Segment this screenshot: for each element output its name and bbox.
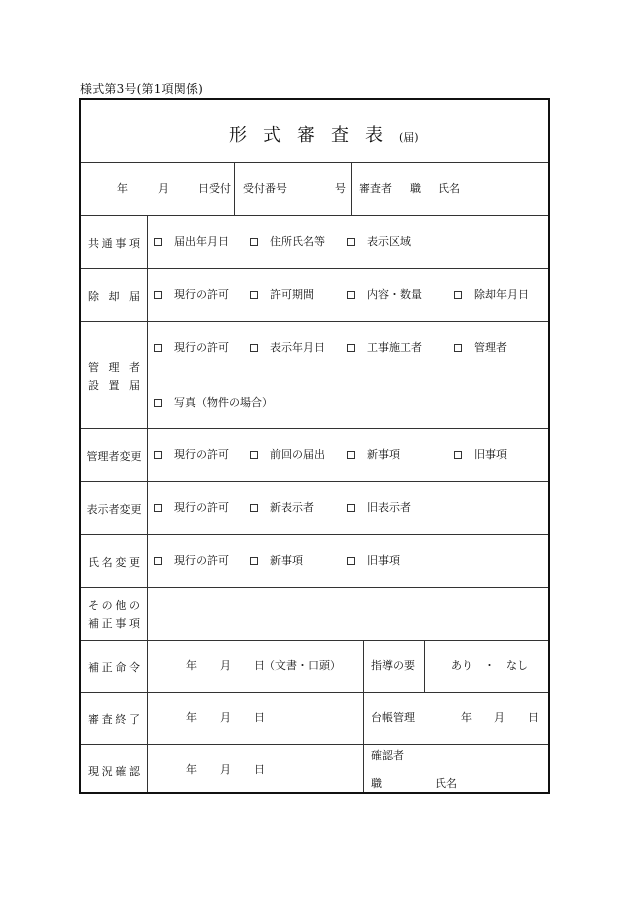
row-divider [81,428,548,429]
site-check-month: 月 [220,763,231,776]
ledger-day: 日 [528,711,539,724]
checkbox-current-permit[interactable] [154,504,162,512]
checkbox-manager[interactable] [454,344,462,352]
ledger-month: 月 [494,711,505,724]
row-label-correction [81,659,147,675]
column-divider [424,640,425,692]
checkbox-contractor[interactable] [347,344,355,352]
checkbox-current-permit[interactable] [154,291,162,299]
item-content-quantity: 内容・数量 [367,288,422,301]
row-label-removal [81,288,147,304]
label-char: 正 [101,617,113,630]
label-char: 除 [88,290,99,303]
item-address-name: 住所氏名等 [270,235,325,248]
column-divider [234,162,235,215]
row-label-other-line2 [81,615,147,631]
form-title [229,121,419,147]
label-char: 補 [88,617,99,630]
label-char: 理 [108,361,120,374]
review-end-month: 月 [220,711,231,724]
label-justify [88,288,140,304]
row-label-manager-change [81,448,147,464]
row-divider [81,215,548,216]
checkbox-photo[interactable] [154,399,162,407]
label-justify [88,554,140,570]
label-char: 更 [128,556,140,569]
label-char: 変 [115,556,127,569]
site-check-day: 日 [254,763,265,776]
row-divider [81,640,548,641]
label-justify [88,359,140,375]
label-char: 事 [115,617,127,630]
label-char: の [128,599,140,612]
row-label-review-end [81,711,147,727]
label-char: 事 [115,237,127,250]
checkbox-display-area[interactable] [347,238,355,246]
label-char: 届 [129,290,140,303]
item-previous-notice: 前回の届出 [270,448,325,461]
checkbox-new-items[interactable] [250,557,258,565]
site-check-year: 年 [186,763,197,776]
row-label-site-check [81,763,147,779]
checkbox-removal-date[interactable] [454,291,462,299]
confirmer-label: 確認者 [371,749,404,762]
item-new-items: 新事項 [270,554,303,567]
checkbox-display-date[interactable] [250,344,258,352]
label-justify [88,711,140,727]
confirmer-name: 氏名 [435,777,457,790]
label-justify [88,763,140,779]
reception-day-received: 日受付 [198,182,231,195]
item-new-displayer: 新表示者 [270,501,314,514]
row-divider [81,534,548,535]
label-justify [88,235,140,251]
label-char: 設 [88,379,99,392]
item-permit-period: 許可期間 [270,288,314,301]
checkbox-submission-date[interactable] [154,238,162,246]
review-form-table [79,98,550,794]
item-old-displayer: 旧表示者 [367,501,411,514]
reception-year: 年 [117,182,128,195]
row-label-name-change [81,554,147,570]
row-divider [81,587,548,588]
form-title-main: 形式審査表 [229,125,399,146]
examiner-name: 氏名 [438,182,460,195]
column-divider [363,640,364,792]
row-label-common [81,235,147,251]
checkbox-new-displayer[interactable] [250,504,258,512]
item-current-permit: 現行の許可 [174,448,229,461]
row-label-other [81,597,147,613]
form-number-label: 様式第3号(第1項関係) [80,82,204,96]
correction-month: 月 [220,659,231,672]
checkbox-old-items[interactable] [347,557,355,565]
guidance-label: 指導の要 [371,659,415,672]
label-char: 審 [88,713,99,726]
label-char: 命 [115,661,127,674]
label-char: 終 [115,713,127,726]
label-char: 共 [88,237,99,250]
label-char: 名 [101,556,113,569]
column-divider [351,162,352,215]
label-char: 査 [101,713,113,726]
confirmer-position: 職 [371,777,382,790]
item-display-date: 表示年月日 [270,341,325,354]
receipt-number-label: 受付番号 [243,182,287,195]
receipt-number-suffix: 号 [335,182,346,195]
checkbox-current-permit[interactable] [154,557,162,565]
examiner-position: 職 [410,182,421,195]
item-current-permit: 現行の許可 [174,288,229,301]
checkbox-old-items[interactable] [454,451,462,459]
item-old-items: 旧事項 [367,554,400,567]
label-justify [88,659,140,675]
row-divider [81,481,548,482]
item-photo: 写真（物件の場合） [174,396,273,409]
row-divider [81,162,548,163]
row-divider [81,744,548,745]
reception-month: 月 [158,182,169,195]
label-char: 置 [108,379,120,392]
label-char: そ [88,599,99,612]
label-char: 況 [101,765,113,778]
row-label-displayer-change [81,501,147,517]
label-char: 現 [88,765,99,778]
checkbox-current-permit[interactable] [154,451,162,459]
guidance-options[interactable]: あり ・ なし [451,659,528,672]
item-current-permit: 現行の許可 [174,501,229,514]
label-text: 管理者変更 [86,450,142,463]
label-char: 氏 [88,556,99,569]
label-justify [88,597,140,613]
label-char: 届 [129,379,140,392]
item-manager: 管理者 [474,341,507,354]
item-submission-date: 届出年月日 [174,235,229,248]
label-char: 了 [128,713,140,726]
label-justify [88,615,140,631]
item-removal-date: 除却年月日 [474,288,529,301]
label-char: 令 [128,661,140,674]
checkbox-content-quantity[interactable] [347,291,355,299]
checkbox-previous-notice[interactable] [250,451,258,459]
label-justify [88,377,140,393]
item-contractor: 工事施工者 [367,341,422,354]
label-char: 通 [101,237,113,250]
checkbox-address-name[interactable] [250,238,258,246]
row-divider [81,268,548,269]
item-new-items: 新事項 [367,448,400,461]
review-end-day: 日 [254,711,265,724]
item-display-area: 表示区域 [367,235,411,248]
label-char: 補 [88,661,99,674]
form-title-sub: (届) [399,131,419,144]
row-divider [81,321,548,322]
row-label-manager-setup-line2 [81,377,147,393]
ledger-year: 年 [461,711,472,724]
review-end-year: 年 [186,711,197,724]
examiner-label: 審査者 [359,182,392,195]
label-char: の [101,599,113,612]
checkbox-permit-period[interactable] [250,291,258,299]
label-text: 表示者変更 [86,503,142,516]
checkbox-current-permit[interactable] [154,344,162,352]
item-old-items: 旧事項 [474,448,507,461]
correction-year: 年 [186,659,197,672]
checkbox-new-items[interactable] [347,451,355,459]
label-char: 項 [128,617,140,630]
item-current-permit: 現行の許可 [174,554,229,567]
label-char: 他 [115,599,127,612]
correction-method: （文書・口頭） [264,659,341,672]
label-char: 項 [128,237,140,250]
label-char: 認 [128,765,140,778]
row-divider [81,692,548,693]
label-char: 却 [108,290,120,303]
ledger-label: 台帳管理 [371,711,415,724]
label-char: 正 [101,661,113,674]
column-divider [147,215,148,792]
item-current-permit: 現行の許可 [174,341,229,354]
label-char: 者 [129,361,140,374]
label-char: 管 [88,361,99,374]
correction-day: 日 [254,659,265,672]
checkbox-old-displayer[interactable] [347,504,355,512]
label-char: 確 [115,765,127,778]
row-label-manager-setup [81,359,147,375]
